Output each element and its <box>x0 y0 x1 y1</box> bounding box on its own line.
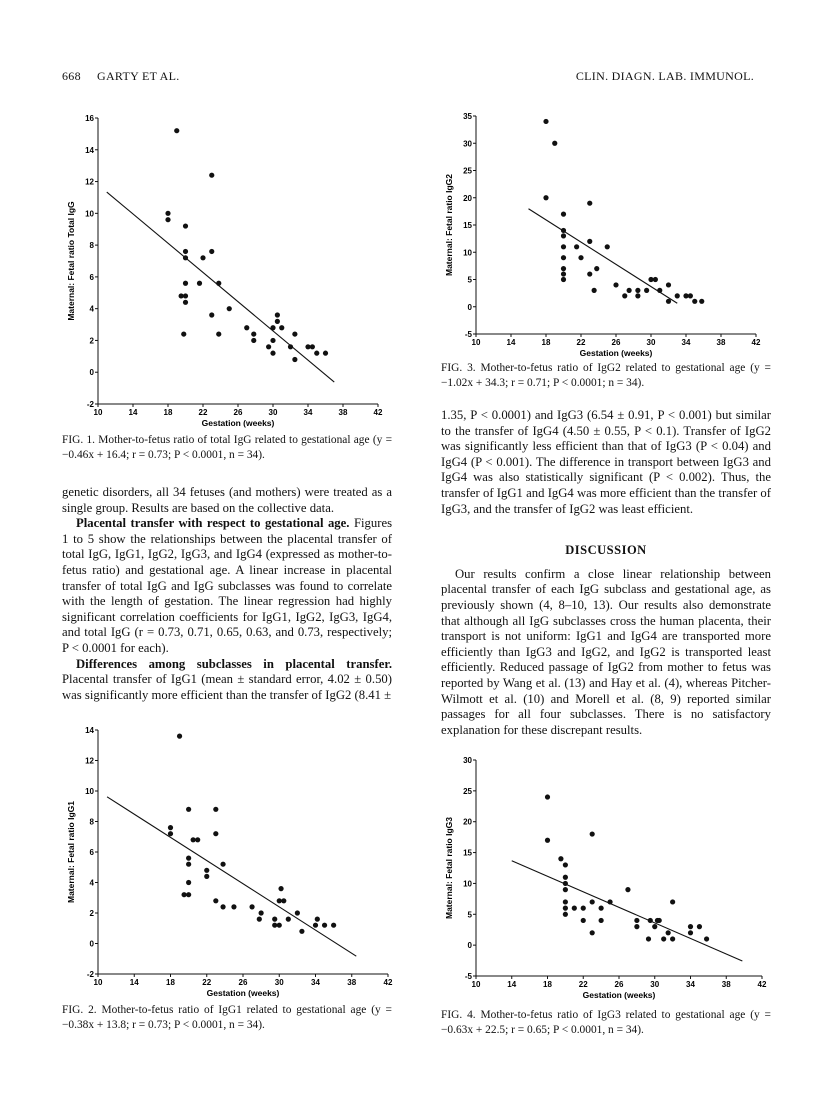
data-point <box>270 338 275 343</box>
data-point <box>272 917 277 922</box>
data-point <box>244 325 249 330</box>
y-tick-label: 20 <box>463 193 472 203</box>
data-point <box>590 930 595 935</box>
x-tick-label: 10 <box>93 408 103 417</box>
x-tick-label: 30 <box>268 408 278 417</box>
x-tick-label: 26 <box>238 978 248 987</box>
data-point <box>183 300 188 305</box>
y-tick-label: 15 <box>463 221 472 230</box>
data-point <box>288 344 293 349</box>
y-tick-label: 2 <box>89 336 94 346</box>
y-tick-label: 8 <box>89 241 94 251</box>
data-point <box>213 898 218 903</box>
data-point <box>594 266 599 271</box>
data-point <box>666 299 671 304</box>
x-tick-label: 38 <box>347 978 357 987</box>
data-point <box>200 255 205 260</box>
data-point <box>213 831 218 836</box>
data-point <box>675 293 680 298</box>
regression-line <box>107 797 356 956</box>
data-point <box>563 881 568 886</box>
x-tick-label: 42 <box>383 978 393 987</box>
data-point <box>590 899 595 904</box>
x-axis-label: Gestation (weeks) <box>201 418 275 428</box>
data-point <box>186 856 191 861</box>
data-point <box>670 936 675 941</box>
figure-4-caption: FIG. 4. Mother-to-fetus ratio of IgG3 related to gestational age (y = −0.63x + 22.5; r = 0.65; P < 0.0001, n = 34). <box>441 1009 771 1036</box>
data-point <box>561 255 566 260</box>
data-point <box>186 880 191 885</box>
data-point <box>587 271 592 276</box>
data-point <box>249 904 254 909</box>
data-point <box>168 831 173 836</box>
y-tick-label: 20 <box>463 817 472 827</box>
data-point <box>563 862 568 867</box>
data-point <box>688 930 693 935</box>
paragraph: Differences among subclasses in placental transfer. Placental transfer of IgG1 (mean ± standard error, 4.02 ± 0.50) was significantly more efficient than the transfer of IgG2 (8.41 ± <box>62 656 392 702</box>
figure-2-caption: FIG. 2. Mother-to-fetus ratio of IgG1 related to gestational age (y = −0.38x + 13.8; r = 0.73; P < 0.0001, n = 34). <box>62 1004 392 1031</box>
data-point <box>563 899 568 904</box>
y-tick-label: 14 <box>85 726 94 735</box>
data-point <box>635 288 640 293</box>
x-tick-label: 10 <box>93 978 103 987</box>
right-text-column <box>441 408 771 738</box>
data-point <box>652 924 657 929</box>
data-point <box>315 917 320 922</box>
y-tick-label: 25 <box>463 166 472 176</box>
data-point <box>209 249 214 254</box>
data-point <box>186 892 191 897</box>
y-tick-label: 10 <box>463 248 472 258</box>
x-tick-label: 18 <box>541 338 551 347</box>
x-tick-label: 10 <box>471 980 481 989</box>
data-point <box>666 930 671 935</box>
y-tick-label: 0 <box>89 368 94 378</box>
data-point <box>216 281 221 286</box>
paragraph: Our results confirm a close linear relationship between placental transfer of each IgG subclass and gestational age, as previously shown (4, 8–10, 13). Our results also demonstrate that although all IgG subclasses cross the human placenta, their transport is not uniform: IgG1 and IgG4 are transported more efficiently than IgG3 and IgG2, and IgG2 is transported least efficiently. Reduced passage of IgG2 from mother to fetus was reported by Wang et al. (13) and Hay et al. (4), whereas Pitcher-Wilmott et al. (10) and Morell et al. (8, 9) reported similar passages for all four subclasses. There is no satisfactory explanation for these discrepant results. <box>441 566 771 737</box>
figure-4-chart <box>438 752 774 1002</box>
data-point <box>204 868 209 873</box>
x-tick-label: 34 <box>311 978 320 987</box>
x-tick-label: 14 <box>129 978 139 987</box>
data-point <box>657 918 662 923</box>
data-point <box>209 173 214 178</box>
x-tick-label: 38 <box>716 338 726 347</box>
data-point <box>186 807 191 812</box>
data-point <box>644 288 649 293</box>
data-point <box>561 271 566 276</box>
data-point <box>704 936 709 941</box>
x-tick-label: 22 <box>578 980 588 989</box>
data-point <box>323 351 328 356</box>
y-tick-label: 4 <box>89 878 94 888</box>
x-tick-label: 38 <box>338 408 348 417</box>
y-tick-label: 35 <box>463 112 472 121</box>
data-point <box>266 344 271 349</box>
x-tick-label: 42 <box>373 408 383 417</box>
data-point <box>259 910 264 915</box>
x-tick-label: 22 <box>198 408 208 417</box>
data-point <box>634 924 639 929</box>
figure-3-chart <box>438 108 768 360</box>
data-point <box>220 862 225 867</box>
data-point <box>275 312 280 317</box>
y-tick-label: 5 <box>467 275 472 285</box>
y-tick-label: 10 <box>85 209 94 219</box>
data-point <box>275 319 280 324</box>
data-point <box>581 906 586 911</box>
x-axis-label: Gestation (weeks) <box>206 988 280 998</box>
x-tick-label: 18 <box>163 408 173 417</box>
y-tick-label: 14 <box>85 145 94 155</box>
y-tick-label: 12 <box>85 177 94 187</box>
x-axis-label: Gestation (weeks) <box>582 990 656 1000</box>
y-tick-label: 8 <box>89 817 94 827</box>
data-point <box>251 331 256 336</box>
data-point <box>181 892 186 897</box>
y-tick-label: 6 <box>89 848 94 857</box>
data-point <box>563 887 568 892</box>
data-point <box>572 906 577 911</box>
x-tick-label: 18 <box>543 980 552 989</box>
data-point <box>165 217 170 222</box>
data-point <box>186 862 191 867</box>
data-point <box>204 874 209 879</box>
data-point <box>286 917 291 922</box>
data-point <box>313 923 318 928</box>
paragraph: 1.35, P < 0.0001) and IgG3 (6.54 ± 0.91, P < 0.001) but similar to the transfer of IgG4 (4.50 ± 0.55, P < 0.1). Transfer of IgG2 was significantly less efficient than that of IgG3 (P < 0.04) and IgG4 (P < 0.001). The difference in transport between IgG3 and IgG4 was also statistically significant (P < 0.002). Thus, the transfer of IgG1 and IgG4 was more efficient than the transfer of IgG3, and the transfer of IgG2 was least efficient. <box>441 408 771 516</box>
data-point <box>322 923 327 928</box>
y-tick-label: 10 <box>463 879 472 889</box>
data-point <box>331 923 336 928</box>
data-point <box>281 898 286 903</box>
data-point <box>648 918 653 923</box>
data-point <box>251 338 256 343</box>
figure-3-caption: FIG. 3. Mother-to-fetus ratio of IgG2 related to gestational age (y = −1.02x + 34.3; r = 0.71; P < 0.0001; n = 34). <box>441 362 771 389</box>
data-point <box>578 255 583 260</box>
data-point <box>688 293 693 298</box>
data-point <box>295 910 300 915</box>
data-point <box>661 936 666 941</box>
y-axis-label: Maternal: Fetal ratio IgG3 <box>444 816 454 920</box>
data-point <box>561 212 566 217</box>
x-tick-label: 30 <box>274 978 284 987</box>
data-point <box>270 325 275 330</box>
journal-name: CLIN. DIAGN. LAB. IMMUNOL. <box>575 69 754 83</box>
x-tick-label: 14 <box>506 338 516 347</box>
x-tick-label: 26 <box>233 408 243 417</box>
x-tick-label: 26 <box>614 980 624 989</box>
data-point <box>657 288 662 293</box>
x-tick-label: 34 <box>303 408 313 417</box>
y-tick-label: 2 <box>89 909 94 918</box>
x-tick-label: 18 <box>166 978 175 987</box>
data-point <box>314 351 319 356</box>
data-point <box>257 917 262 922</box>
data-point <box>646 936 651 941</box>
data-point <box>627 288 632 293</box>
y-tick-label: 0 <box>467 302 472 312</box>
y-axis-label: Maternal: Fetal ratio Total IgG <box>66 201 76 321</box>
data-point <box>181 331 186 336</box>
data-point <box>278 886 283 891</box>
data-point <box>183 293 188 298</box>
x-tick-label: 34 <box>686 980 695 989</box>
data-point <box>561 233 566 238</box>
x-tick-label: 26 <box>611 338 621 347</box>
data-point <box>561 228 566 233</box>
section-heading: DISCUSSION <box>565 543 647 558</box>
y-tick-label: 4 <box>89 304 94 314</box>
x-tick-label: 14 <box>128 408 138 417</box>
regression-line <box>107 192 335 382</box>
x-tick-label: 34 <box>681 338 691 347</box>
data-point <box>688 924 693 929</box>
data-point <box>216 331 221 336</box>
data-point <box>581 918 586 923</box>
y-tick-label: -5 <box>464 972 472 981</box>
x-tick-label: 42 <box>751 338 761 347</box>
y-tick-label: 5 <box>467 910 472 920</box>
left-text-column <box>62 485 392 703</box>
data-point <box>168 825 173 830</box>
figure-1-caption: FIG. 1. Mother-to-fetus ratio of total IgG related to gestational age (y = −0.46x + 16.4; r = 0.73; P < 0.0001, n = 34). <box>62 434 392 461</box>
data-point <box>299 929 304 934</box>
data-point <box>183 223 188 228</box>
data-point <box>279 325 284 330</box>
data-point <box>563 875 568 880</box>
x-tick-label: 22 <box>576 338 586 347</box>
data-point <box>574 244 579 249</box>
y-tick-label: 25 <box>463 786 472 796</box>
data-point <box>590 831 595 836</box>
data-point <box>605 244 610 249</box>
data-point <box>599 918 604 923</box>
data-point <box>607 899 612 904</box>
data-point <box>587 239 592 244</box>
y-tick-label: 0 <box>89 939 94 949</box>
data-point <box>613 282 618 287</box>
y-tick-label: 10 <box>85 787 94 796</box>
data-point <box>545 794 550 799</box>
y-tick-label: 30 <box>463 756 472 765</box>
data-point <box>563 912 568 917</box>
data-point <box>625 887 630 892</box>
data-point <box>310 344 315 349</box>
paragraph: genetic disorders, all 34 fetuses (and mothers) were treated as a single group. Results are based on the collective data. <box>62 485 392 515</box>
data-point <box>670 899 675 904</box>
data-point <box>545 838 550 843</box>
x-tick-label: 14 <box>507 980 517 989</box>
data-point <box>165 211 170 216</box>
y-axis-label: Maternal: Fetal ratio IgG1 <box>66 800 76 904</box>
data-point <box>231 904 236 909</box>
data-point <box>543 119 548 124</box>
figure-2-chart <box>60 722 400 1000</box>
x-tick-label: 30 <box>646 338 656 347</box>
data-point <box>209 312 214 317</box>
x-axis-label: Gestation (weeks) <box>579 348 653 358</box>
data-point <box>277 898 282 903</box>
data-point <box>191 837 196 842</box>
data-point <box>699 299 704 304</box>
data-point <box>197 281 202 286</box>
y-tick-label: 15 <box>463 848 472 858</box>
y-tick-label: 30 <box>463 139 472 149</box>
data-point <box>270 351 275 356</box>
figure-1-chart <box>60 110 390 430</box>
x-tick-label: 30 <box>650 980 660 989</box>
y-axis-label: Maternal: Fetal ratio IgG2 <box>444 173 454 277</box>
data-point <box>220 904 225 909</box>
data-point <box>653 277 658 282</box>
data-point <box>177 734 182 739</box>
data-point <box>183 281 188 286</box>
y-tick-label: -2 <box>86 400 94 409</box>
data-point <box>183 255 188 260</box>
data-point <box>561 266 566 271</box>
running-authors: GARTY ET AL. <box>97 69 180 83</box>
x-tick-label: 22 <box>202 978 212 987</box>
regression-line <box>512 861 743 961</box>
data-point <box>697 924 702 929</box>
regression-line <box>529 209 678 304</box>
data-point <box>561 244 566 249</box>
paragraph: Placental transfer with respect to gestational age. Figures 1 to 5 show the relationships between the placental transfer of total IgG, IgG1, IgG2, IgG3, and IgG4 (expressed as mother-to-fetus ratio) and gestational age. A linear increase in placental transfer of total IgG and IgG subclasses was found to correlate with the length of gestation. The linear regression had highly significant correlation coefficients for IgG1, IgG2, IgG3, IgG4, and total IgG (r = 0.73, 0.71, 0.65, 0.63, and 0.73, respectively; P < 0.0001 for each). <box>62 516 393 655</box>
y-tick-label: 16 <box>85 114 94 123</box>
data-point <box>587 201 592 206</box>
data-point <box>563 906 568 911</box>
data-point <box>561 277 566 282</box>
data-point <box>543 195 548 200</box>
data-point <box>213 807 218 812</box>
data-point <box>174 128 179 133</box>
data-point <box>277 923 282 928</box>
y-tick-label: 0 <box>467 941 472 951</box>
data-point <box>183 249 188 254</box>
x-tick-label: 38 <box>721 980 731 989</box>
data-point <box>552 141 557 146</box>
y-tick-label: -2 <box>86 970 94 979</box>
data-point <box>622 293 627 298</box>
data-point <box>599 906 604 911</box>
data-point <box>292 331 297 336</box>
y-tick-label: 12 <box>85 756 94 766</box>
data-point <box>635 293 640 298</box>
data-point <box>292 357 297 362</box>
x-tick-label: 10 <box>471 338 481 347</box>
data-point <box>634 918 639 923</box>
page-number: 668 <box>62 69 81 83</box>
data-point <box>558 856 563 861</box>
x-tick-label: 42 <box>757 980 767 989</box>
data-point <box>227 306 232 311</box>
data-point <box>272 923 277 928</box>
y-tick-label: -5 <box>464 330 472 339</box>
data-point <box>592 288 597 293</box>
data-point <box>692 299 697 304</box>
data-point <box>195 837 200 842</box>
y-tick-label: 6 <box>89 272 94 282</box>
data-point <box>666 282 671 287</box>
